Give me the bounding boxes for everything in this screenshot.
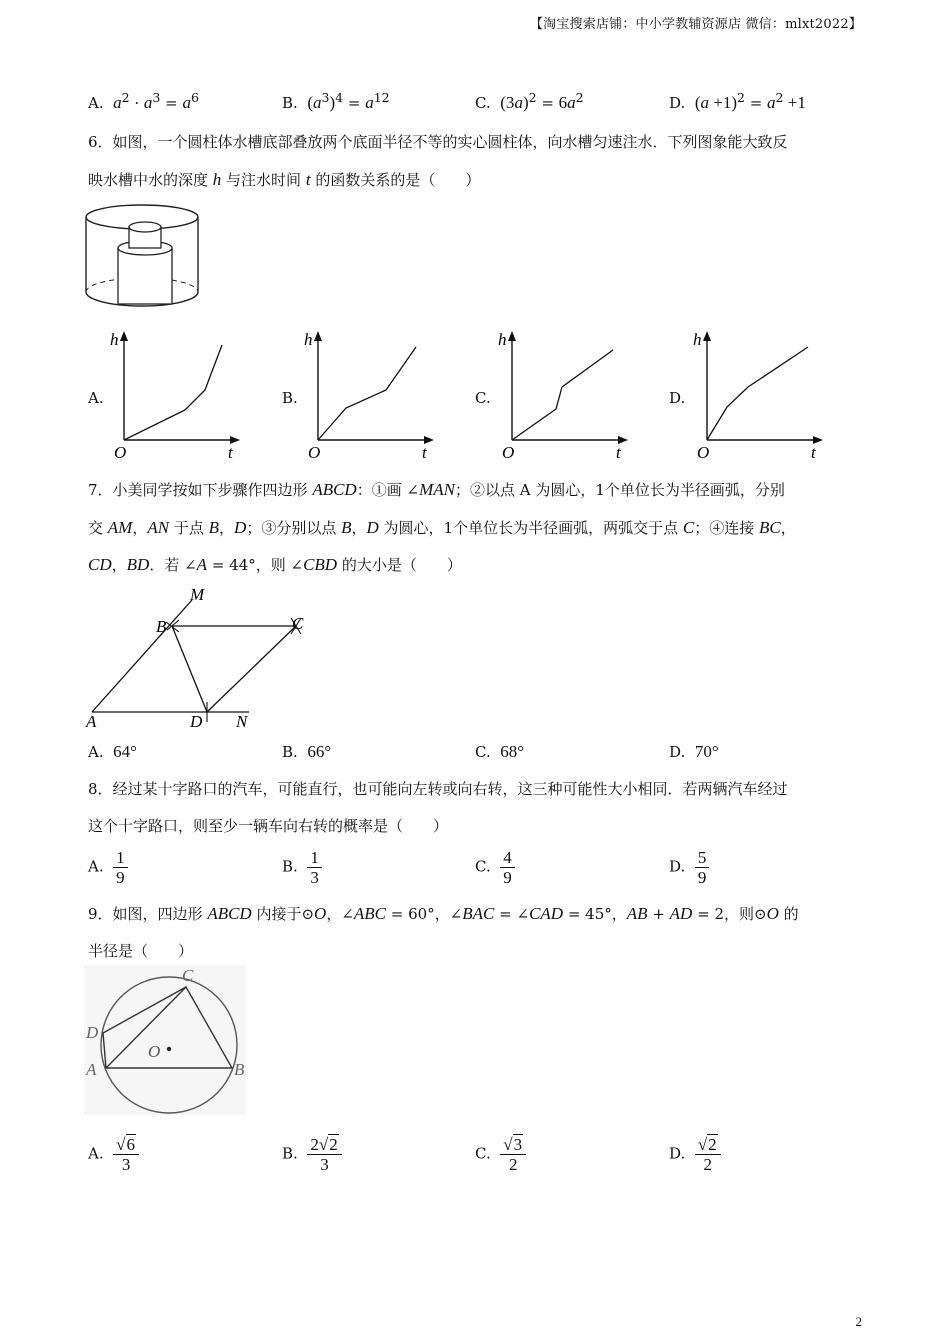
graph-a-y-label: h: [110, 330, 119, 349]
q7-option-c[interactable]: C. 68°: [475, 742, 525, 761]
q6-option-a-label[interactable]: A.: [88, 389, 104, 407]
q8-stem-line2: 这个十字路口，则至少一辆车向右转的概率是（ ）: [88, 817, 449, 835]
q6-option-c-label[interactable]: C.: [475, 389, 491, 407]
fraction: $\frac{1}{3}$: [307, 848, 322, 887]
q6-stem-line1: 6．如图，一个圆柱体水槽底部叠放两个底面半径不等的实心圆柱体，向水槽匀速注水．下列图象能大致反: [88, 133, 788, 151]
q7-stem-line2: 交 AM，AN 于点 B，D；③分别以点 B，D 为圆心，1个单位长为半径画弧，两弧交于点 C；④连接 BC，: [88, 518, 796, 537]
q5-option-d[interactable]: D. $(a +1)^2 = a^2 +1$: [669, 90, 806, 112]
page-header: 【淘宝搜索店铺：中小学教辅资源店 微信：mlxt2022】: [529, 17, 862, 32]
q7-point-m: M: [190, 585, 205, 604]
q6-option-b-label[interactable]: B.: [282, 389, 298, 407]
q9-point-a: A: [86, 1060, 97, 1079]
graph-b-x-label: t: [422, 443, 427, 462]
fraction: $\frac{√3}{2}$: [500, 1135, 526, 1174]
q8-option-c[interactable]: C. $\frac{4}{9}$: [475, 848, 515, 887]
graph-d-origin: O: [697, 443, 710, 462]
q6-option-d-label[interactable]: D.: [669, 389, 686, 407]
q6-stem-line2: 映水槽中水的深度 h 与注水时间 t 的函数关系的是（ ）: [88, 170, 481, 189]
graph-c-x-label: t: [616, 443, 621, 462]
q9-circle-figure: [84, 965, 254, 1120]
q9-point-b: B: [234, 1060, 245, 1079]
q5-option-b[interactable]: B. $(a^3)^4 = a^{12}$: [282, 90, 390, 112]
q9-point-o: O: [148, 1042, 161, 1061]
q9-stem-line1: 9．如图，四边形 ABCD 内接于⊙O，∠ABC = 60°，∠BAC = ∠CAD = 45°，AB + AD = 2，则⊙O 的: [88, 904, 799, 923]
graph-d-y-label: h: [693, 330, 702, 349]
q8-option-d[interactable]: D. $\frac{5}{9}$: [669, 848, 709, 887]
q7-point-n: N: [236, 712, 248, 731]
q9-option-c[interactable]: C. $\frac{√3}{2}$: [475, 1135, 526, 1174]
graph-a-origin: O: [114, 443, 127, 462]
q8-option-a[interactable]: A. $\frac{1}{9}$: [88, 848, 128, 887]
q7-point-a: A: [86, 712, 97, 731]
q7-option-b[interactable]: B. 66°: [282, 742, 332, 761]
q9-option-a[interactable]: A. $\frac{√6}{3}$: [88, 1135, 139, 1174]
graph-c-origin: O: [502, 443, 515, 462]
q6-graph-a[interactable]: [110, 325, 245, 465]
graph-a-x-label: t: [228, 443, 233, 462]
q6-graph-d[interactable]: [693, 325, 828, 465]
q5-option-a[interactable]: A. $a^2 \cdot a^3 = a^6$: [88, 90, 199, 112]
fraction: $\frac{5}{9}$: [695, 848, 710, 887]
q6-tank-figure: [84, 200, 204, 315]
q7-point-b: B: [156, 617, 167, 636]
graph-b-y-label: h: [304, 330, 313, 349]
q9-point-c: C: [182, 966, 194, 985]
q8-stem-line1: 8．经过某十字路口的汽车，可能直行，也可能向左转或向右转，这三种可能性大小相同．若两辆汽车经过: [88, 780, 788, 798]
graph-b-origin: O: [308, 443, 321, 462]
graph-d-x-label: t: [811, 443, 816, 462]
q9-option-d[interactable]: D. $\frac{√2}{2}$: [669, 1135, 721, 1174]
q9-point-d: D: [86, 1023, 99, 1042]
q8-option-b[interactable]: B. $\frac{1}{3}$: [282, 848, 322, 887]
q7-option-a[interactable]: A. 64°: [88, 742, 137, 761]
q7-option-d[interactable]: D. 70°: [669, 742, 719, 761]
fraction: $\frac{√6}{3}$: [113, 1135, 139, 1174]
fraction: $\frac{4}{9}$: [500, 848, 515, 887]
q5-option-c[interactable]: C. $(3a)^2 = 6a^2$: [475, 90, 584, 112]
fraction: $\frac{√2}{2}$: [695, 1135, 721, 1174]
q7-point-c: C: [292, 614, 304, 633]
q7-rhombus-figure: [84, 582, 324, 732]
q6-graph-b[interactable]: [304, 325, 439, 465]
q7-stem-line1: 7．小美同学按如下步骤作四边形 ABCD：①画 ∠MAN；②以点 A 为圆心，1个单位长为半径画弧，分别: [88, 480, 785, 499]
q7-stem-line3: CD，BD．若 ∠A = 44°，则 ∠CBD 的大小是（ ）: [88, 555, 462, 574]
q9-option-b[interactable]: B. $\frac{2√2}{3}$: [282, 1135, 342, 1174]
page-number: 2: [855, 1314, 862, 1329]
fraction: $\frac{2√2}{3}$: [307, 1135, 341, 1174]
fraction: $\frac{1}{9}$: [113, 848, 128, 887]
q9-stem-line2: 半径是（ ）: [88, 942, 194, 960]
graph-c-y-label: h: [498, 330, 507, 349]
q7-point-d: D: [190, 712, 203, 731]
q6-graph-c[interactable]: [498, 325, 633, 465]
